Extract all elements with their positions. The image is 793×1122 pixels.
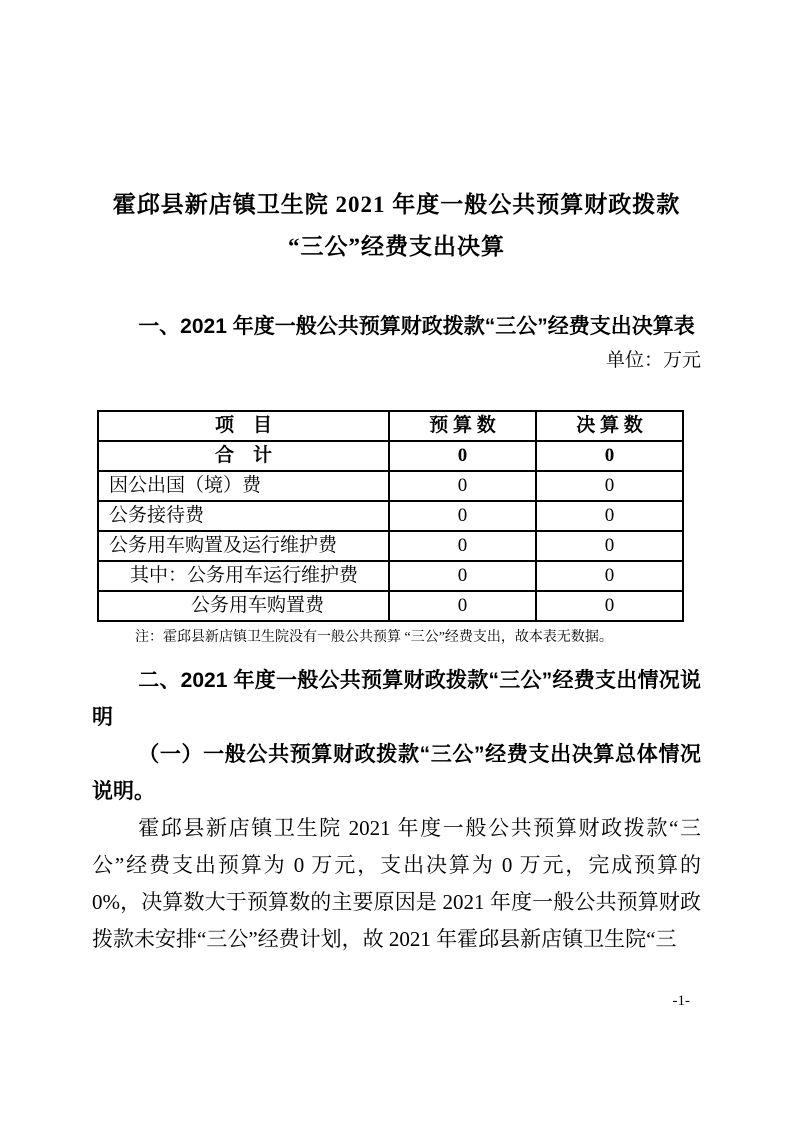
table-cell-item: 公务用车购置及运行维护费 xyxy=(98,531,389,561)
table-cell-final: 0 xyxy=(536,561,683,591)
table-cell-final: 0 xyxy=(536,441,683,471)
page-number: -1- xyxy=(672,993,690,1009)
budget-table xyxy=(97,410,684,622)
table-header-cell: 决 算 数 xyxy=(536,411,683,441)
table-cell-budget: 0 xyxy=(389,441,536,471)
document-title-line2: “三公”经费支出决算 xyxy=(288,234,505,259)
table-row xyxy=(98,501,683,531)
table-cell-item: 因公出国（境）费 xyxy=(98,471,389,501)
budget-table-body xyxy=(98,441,683,621)
table-cell-item: 公务用车购置费 xyxy=(98,591,389,621)
body-paragraph: 霍邱县新店镇卫生院 2021 年度一般公共预算财政拨款“三公”经费支出预算为 0 万元，支出决算为 0 万元，完成预算的 0%，决算数大于预算数的主要原因是 2021 年度一般公共预算财政拨款未安排“三公”经费计划，故 2021 年霍邱县新店镇卫生院“三 xyxy=(92,816,701,951)
table-cell-final: 0 xyxy=(536,471,683,501)
table-header-row xyxy=(98,411,683,441)
budget-table-header xyxy=(98,411,683,441)
table-cell-budget: 0 xyxy=(389,471,536,501)
table-cell-final: 0 xyxy=(536,591,683,621)
table-cell-budget: 0 xyxy=(389,561,536,591)
document-title-line1: 霍邱县新店镇卫生院 2021 年度一般公共预算财政拨款 xyxy=(112,192,681,217)
table-cell-final: 0 xyxy=(536,531,683,561)
table-cell-item: 公务接待费 xyxy=(98,501,389,531)
table-row xyxy=(98,531,683,561)
table-note: 注：霍邱县新店镇卫生院没有一般公共预算 “三公”经费支出，故本表无数据。 xyxy=(135,630,613,645)
document-title xyxy=(92,184,701,268)
table-cell-final: 0 xyxy=(536,501,683,531)
table-row xyxy=(98,471,683,501)
table-header-cell: 项 目 xyxy=(98,411,389,441)
table-row xyxy=(98,561,683,591)
table-header-cell: 预 算 数 xyxy=(389,411,536,441)
section1-heading: 一、2021 年度一般公共预算财政拨款“三公”经费支出决算表 xyxy=(138,315,695,338)
table-cell-budget: 0 xyxy=(389,501,536,531)
table-cell-budget: 0 xyxy=(389,591,536,621)
table-cell-item: 其中：公务用车运行维护费 xyxy=(98,561,389,591)
unit-label: 单位：万元 xyxy=(605,350,701,371)
table-row xyxy=(98,591,683,621)
table-row xyxy=(98,441,683,471)
table-cell-item: 合 计 xyxy=(98,441,389,471)
subsection-heading: （一）一般公共预算财政拨款“三公”经费支出决算总体情况说明。 xyxy=(92,743,701,803)
table-cell-budget: 0 xyxy=(389,531,536,561)
section2-heading: 二、2021 年度一般公共预算财政拨款“三公”经费支出情况说明 xyxy=(92,669,701,729)
